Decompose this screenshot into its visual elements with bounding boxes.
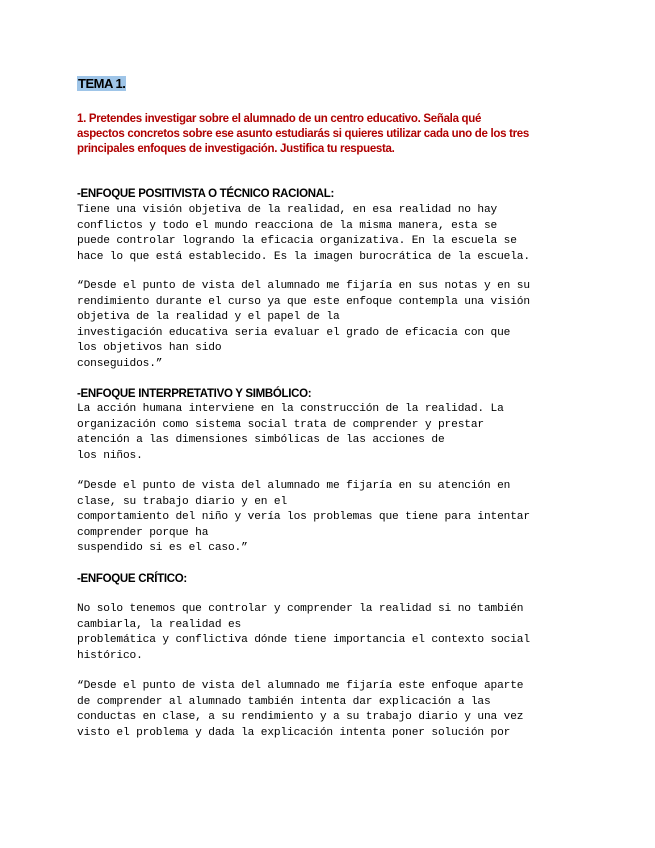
text-line: visto el problema y dada la explicación intenta poner solución por [77,726,511,739]
section-quote-critico [77,679,523,741]
question-line: principales enfoques de investigación. Justifica tu respuesta. [77,143,395,155]
text-line: comportamiento del niño y vería los problemas que tiene para intentar [77,511,530,523]
question-line: 1. Pretendes investigar sobre el alumnado de un centro educativo. Señala qué [77,113,482,125]
text-line: de comprender al alumnado también intenta dar explicación a las [77,695,491,708]
text-line: histórico. [77,649,143,662]
section-description-interpretativo [77,402,504,464]
text-line: suspendido si es el caso.” [77,542,248,554]
text-line: organización como sistema social trata de comprender y prestar [77,418,484,431]
text-line: conflictos y todo el mundo reacciona de la misma manera, esta se [77,219,498,232]
section-description-critico [77,602,530,664]
text-line: conductas en clase, a su rendimiento y a su trabajo diario y una vez [77,711,524,723]
text-line: “Desde el punto de vista del alumnado me fijaría en su atención en [77,480,511,492]
text-line: “Desde el punto de vista del alumnado me fijaría este enfoque aparte [77,680,524,692]
text-line: los niños. [77,449,143,462]
text-line: rendimiento durante el curso ya que este enfoque contempla una visión [77,295,530,308]
section-heading-interpretativo: -ENFOQUE INTERPRETATIVO Y SIMBÓLICO: [77,388,312,400]
text-line: Tiene una visión objetiva de la realidad, en esa realidad no hay [77,204,498,216]
text-line: puede controlar logrando la eficacia organizativa. En la escuela se [77,235,517,247]
text-line: investigación educativa seria evaluar el grado de eficacia con que [77,326,511,339]
section-quote-interpretativo [77,479,530,557]
question-statement [77,112,597,157]
section-description-positivista [77,203,530,265]
section-heading-positivista: -ENFOQUE POSITIVISTA O TÉCNICO RACIONAL: [77,188,334,200]
text-line: La acción humana interviene en la construcción de la realidad. La [77,403,504,415]
text-line: No solo tenemos que controlar y comprender la realidad si no también [77,603,524,615]
text-line: comprender porque ha [77,526,209,539]
page-title: TEMA 1. [78,76,126,91]
text-line: clase, su trabajo diario y en el [77,495,288,508]
text-line: atención a las dimensiones simbólicas de las acciones de [77,434,445,446]
question-line: aspectos concretos sobre ese asunto estudiarás si quieres utilizar cada uno de los tres [77,128,529,140]
section-heading-critico: -ENFOQUE CRÍTICO: [77,573,187,585]
text-line: hace lo que está establecido. Es la imagen burocrática de la escuela. [77,250,530,263]
text-line: cambiarla, la realidad es [77,618,242,631]
text-line: “Desde el punto de vista del alumnado me fijaría en sus notas y en su [77,280,530,292]
text-line: los objetivos han sido [77,342,222,354]
text-line: problemática y conflictiva dónde tiene importancia el contexto social [77,634,530,646]
text-line: conseguidos.” [77,357,163,370]
section-quote-positivista [77,279,530,372]
text-line: objetiva de la realidad y el papel de la [77,311,340,323]
